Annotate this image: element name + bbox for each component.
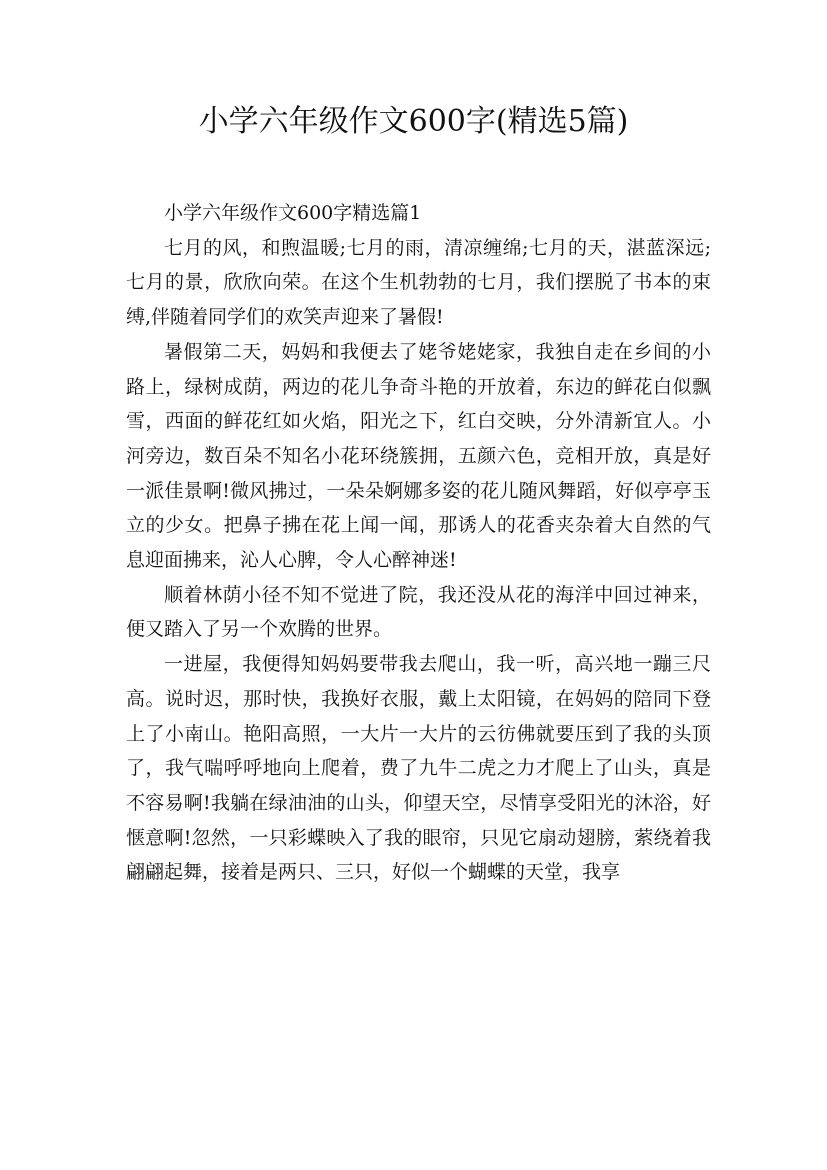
- paragraph-1: 七月的风，和煦温暖;七月的雨，清凉缠绵;七月的天，湛蓝深远;七月的景，欣欣向荣。在这个生机勃勃的七月，我们摆脱了书本的束缚,伴随着同学们的欢笑声迎来了暑假!: [126, 236, 711, 329]
- paragraph-3: 顺着林荫小径不知不觉进了院，我还没从花的海洋中回过神来，便又踏入了另一个欢腾的世界。: [126, 583, 711, 641]
- paragraph-4: 一进屋，我便得知妈妈要带我去爬山，我一听，高兴地一蹦三尺高。说时迟，那时快，我换好衣服，戴上太阳镜，在妈妈的陪同下登上了小南山。艳阳高照，一大片一大片的云彷佛就要压到了我的头顶了，我气喘呼呼地向上爬着，费了九牛二虎之力才爬上了山头，真是不容易啊!我躺在绿油油的山头，仰望天空，尽情享受阳光的沐浴，好惬意啊!忽然，一只彩蝶映入了我的眼帘，只见它扇动翅膀，萦绕着我翩翩起舞，接着是两只、三只，好似一个蝴蝶的天堂，我享: [126, 653, 711, 884]
- document-title: 小学六年级作文600字(精选5篇): [198, 104, 629, 139]
- section-heading: 小学六年级作文600字精选篇1: [164, 202, 422, 224]
- paragraph-2: 暑假第二天，妈妈和我便去了姥爷姥姥家，我独自走在乡间的小路上，绿树成荫，两边的花儿争奇斗艳的开放着，东边的鲜花白似飘雪，西面的鲜花红如火焰，阳光之下，红白交映，分外清新宜人。小河旁边，数百朵不知名小花环绕簇拥，五颜六色，竞相开放，真是好一派佳景啊!微风拂过，一朵朵婀娜多姿的花儿随风舞蹈，好似亭亭玉立的少女。把鼻子拂在花上闻一闻，那诱人的花香夹杂着大自然的气息迎面拂来，沁人心脾，令人心醉神迷!: [126, 340, 711, 572]
- document-body: [126, 196, 711, 890]
